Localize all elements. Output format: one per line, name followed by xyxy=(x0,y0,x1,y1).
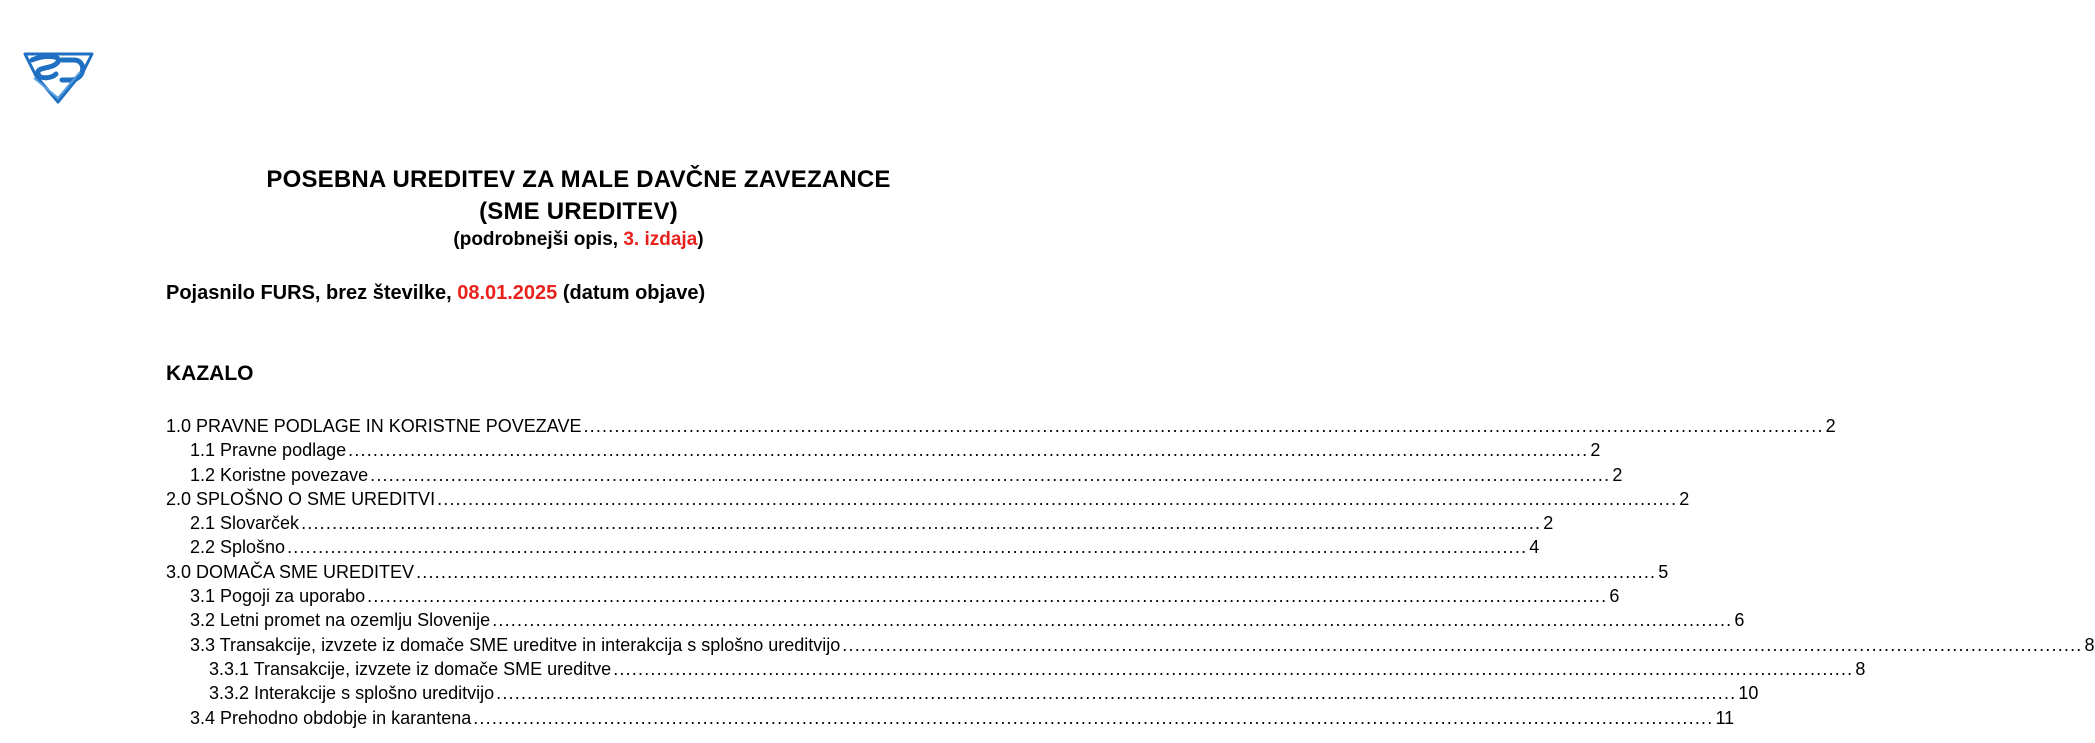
toc-entry[interactable] xyxy=(166,586,1620,610)
toc-entry-label: 3.4 Prehodno obdobje in karantena xyxy=(190,707,472,728)
toc-entry-label: 3.1 Pogoji za uporabo xyxy=(190,586,366,607)
toc-entry[interactable] xyxy=(166,488,1690,513)
toc-entry-label: 3.0 DOMAČA SME UREDITEV xyxy=(166,561,415,582)
toc-entry-label: 2.0 SPLOŠNO O SME UREDITVI xyxy=(166,488,436,509)
toc-entry-page: 2 xyxy=(1590,440,1601,461)
toc-entry-label: 2.1 Slovarček xyxy=(190,513,300,534)
toc-entry-page: 4 xyxy=(1529,537,1540,558)
toc-dot-leader: ........................................................................................................................................................................................................ xyxy=(287,537,1528,558)
toc-entry-page: 10 xyxy=(1738,683,1759,704)
toc-entry-label: 3.3.2 Interakcije s splošno ureditvijo xyxy=(209,683,495,704)
toc-entry[interactable] xyxy=(166,634,2095,659)
toc-entry-label: 3.3 Transakcije, izvzete iz domače SME ureditve in interakcija s splošno ureditvijo xyxy=(190,634,841,655)
toc-entry-page: 6 xyxy=(1734,610,1745,631)
toc-entry-page: 8 xyxy=(1855,658,1866,679)
toc-entry[interactable] xyxy=(166,683,1759,707)
reference-prefix: Pojasnilo FURS, brez številke, xyxy=(166,282,458,304)
toc-dot-leader: ........................................................................................................................................................................................................ xyxy=(348,440,1589,461)
document-title: POSEBNA UREDITEV ZA MALE DAVČNE ZAVEZANCE xyxy=(266,166,891,193)
publication-date: 08.01.2025 xyxy=(457,282,558,304)
toc-entry[interactable] xyxy=(166,658,1866,683)
toc-dot-leader: ........................................................................................................................................................................................................ xyxy=(613,658,1854,679)
toc-entry-label: 1.1 Pravne podlage xyxy=(190,440,347,461)
toc-dot-leader: ........................................................................................................................................................................................................ xyxy=(370,464,1611,485)
toc-dot-leader: ........................................................................................................................................................................................................ xyxy=(437,488,1678,509)
toc-entry-page: 8 xyxy=(2084,634,2095,655)
toc-dot-leader: ........................................................................................................................................................................................................ xyxy=(473,707,1714,728)
toc-dot-leader: ........................................................................................................................................................................................................ xyxy=(583,416,1824,436)
toc-entry-page: 11 xyxy=(1715,707,1735,728)
toc-entry[interactable] xyxy=(166,513,1554,537)
document-subtitle xyxy=(0,229,1157,251)
furs-logo-icon xyxy=(22,48,96,104)
document-title-line2: (SME UREDITEV) xyxy=(479,198,678,225)
toc-entry-page: 6 xyxy=(1609,586,1620,607)
toc-dot-leader: ........................................................................................................................................................................................................ xyxy=(416,561,1657,582)
toc-entry[interactable] xyxy=(166,707,1735,732)
toc-dot-leader: ........................................................................................................................................................................................................ xyxy=(301,513,1542,534)
toc-entry-label: 1.0 PRAVNE PODLAGE IN KORISTNE POVEZAVE xyxy=(166,416,582,436)
toc-dot-leader: ........................................................................................................................................................................................................ xyxy=(367,586,1608,607)
reference-suffix: (datum objave) xyxy=(557,282,706,304)
toc-dot-leader: ........................................................................................................................................................................................................ xyxy=(496,683,1737,704)
table-of-contents xyxy=(166,416,2095,732)
toc-entry[interactable] xyxy=(166,561,1669,586)
toc-entry[interactable] xyxy=(166,440,1601,464)
edition-label: 3. izdaja xyxy=(623,229,698,250)
toc-entry[interactable] xyxy=(166,464,1623,489)
toc-entry-page: 2 xyxy=(1612,464,1623,485)
toc-entry-page: 2 xyxy=(1825,416,1836,436)
toc-entry[interactable] xyxy=(166,537,1540,561)
toc-dot-leader: ........................................................................................................................................................................................................ xyxy=(492,610,1733,631)
subtitle-prefix: (podrobnejši opis, xyxy=(453,229,624,250)
reference-line xyxy=(166,282,705,305)
toc-entry-label: 3.3.1 Transakcije, izvzete iz domače SME ureditve xyxy=(209,658,612,679)
toc-entry-page: 2 xyxy=(1543,513,1554,534)
subtitle-suffix: ) xyxy=(697,229,704,250)
toc-entry-label: 2.2 Splošno xyxy=(190,537,286,558)
toc-dot-leader: ........................................................................................................................................................................................................ xyxy=(842,634,2083,655)
toc-entry[interactable] xyxy=(166,416,1836,440)
toc-entry-page: 2 xyxy=(1679,488,1690,509)
toc-entry-label: 3.2 Letni promet na ozemlju Slovenije xyxy=(190,610,491,631)
toc-entry-page: 5 xyxy=(1658,561,1669,582)
toc-entry[interactable] xyxy=(166,610,1745,634)
toc-heading: KAZALO xyxy=(166,362,254,385)
toc-entry-label: 1.2 Koristne povezave xyxy=(190,464,369,485)
